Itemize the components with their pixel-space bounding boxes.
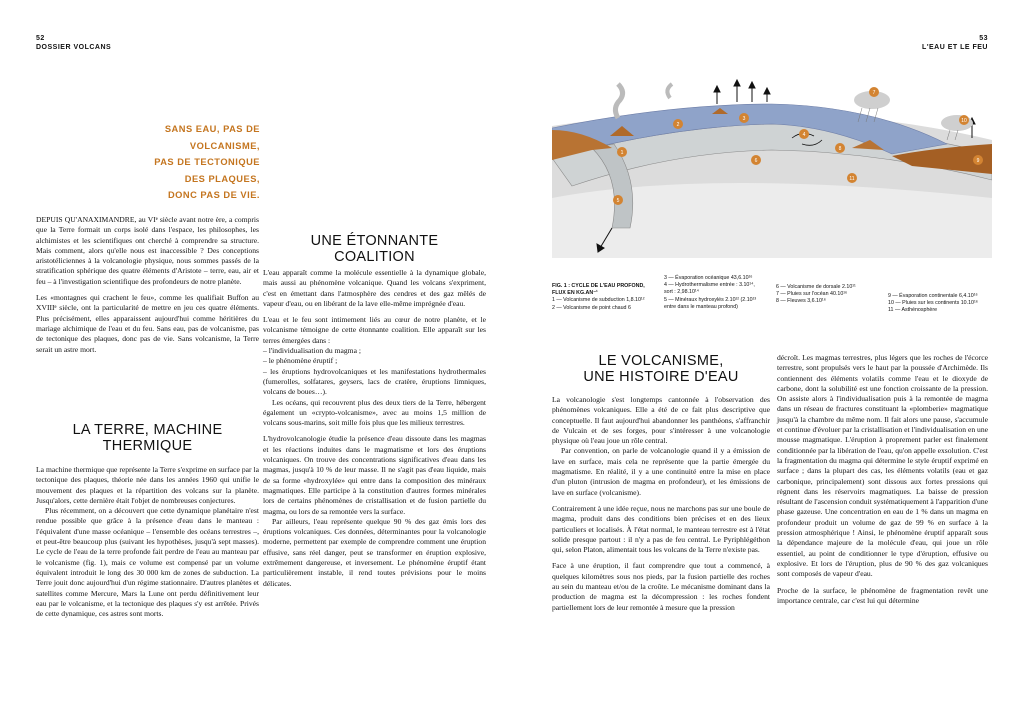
- marker-label: 7: [872, 90, 876, 96]
- legend-item: 11 — Asthénosphère: [888, 307, 938, 314]
- figure-caption-col-1: [552, 283, 652, 312]
- left-section-title: DOSSIER VOLCANS: [36, 44, 112, 51]
- body-paragraph: Les «montagnes qui crachent le feu», comme les qualifiait Buffon au XVIIIᵉ siècle, ont la particularité de mettre en jeu ces quatre éléments. Plus précisément, elles apparaissent aujourd'hui comme héritières du mariage alchimique de l'eau et du feu. Sans eau, pas de volcanisme, pas de tectonique des plaques, donc pas de vie. Sans volcanisme, la Terre serait un astre mort.: [36, 293, 259, 354]
- left-page-number: 52: [36, 35, 45, 42]
- water-cycle-diagram: [552, 78, 992, 258]
- intro-paragraph: DEPUIS QU'ANAXIMANDRE, au VIᵉ siècle avant notre ère, a compris que la Terre formait un corps isolé dans l'espace, les philosophes, les alchimistes et les scientifiques ont cherché à comprendre sa structure. Mais comment, alors qu'elle nous est inaccessible ? Des conceptions aristotéliciennes à la volcanologie physique, nous sommes passés de la stratification sphérique des quatre éléments d'Aristote – terre, eau, air et feu – à l'investigation scientifique des profondeurs de notre planète.: [36, 215, 259, 286]
- pull-quote: [80, 121, 260, 204]
- heading-line: UNE HISTOIRE D'EAU: [583, 369, 739, 385]
- body-paragraph: La machine thermique que représente la Terre s'exprime en surface par la tectonique des plaques, théorie née dans les années 1960 qui unifie le mouvement des plaques et la répartition des volcans sur la planète. Jusqu'alors, cette dernière était l'objet de nombreuses conjectures.: [36, 465, 259, 505]
- legend-item: 9 — Évaporation continentale 6,4.10¹⁶: [888, 293, 978, 299]
- body-paragraph: Plus récemment, on a découvert que cette dynamique planétaire n'est rendue possible que grâce à la présence d'eau dans le manteau : l'équivalent d'une masse océanique – l'ensemble des océans terrestres –, et peut-être beaucoup plus (suivant les hypothèses, jusqu'à sept masses). Le cycle de l'eau de la terre profonde fait perdre de l'eau au manteau par le volcanisme (fig. 1), mais ce volume est compensé par un volume équivalent introduit le long des 30 000 km de zones de subduction. La Terre jouit donc aujourd'hui d'un régime stationnaire. D'autres planètes et satellites comme Mercure, Mars la Lune ont perdu définitivement leur eau par le volcanisme, et la tectonique des plaques s'y est arrêtée. Privés de cette dynamique, ces astres sont morts.: [36, 506, 259, 619]
- heading-line: THERMIQUE: [102, 438, 193, 454]
- pull-quote-line: PAS DE TECTONIQUE: [154, 157, 260, 167]
- marker-label: 4: [802, 132, 806, 138]
- body-paragraph: L'eau et le feu sont intimement liés au cœur de notre planète, et le volcanisme témoigne de cette étonnante coalition. Elle apparaît sur les terres émergées dans :: [263, 315, 486, 345]
- figure-caption-col-3: [776, 284, 876, 306]
- legend-item: 2 — Volcanisme de point chaud 6: [552, 304, 631, 311]
- marker-label: 8: [838, 146, 842, 152]
- right-page-header: [880, 34, 988, 52]
- legend-item: 8 — Fleuves 3,6.10¹⁶: [776, 298, 826, 305]
- body-paragraph: Par convention, on parle de volcanologie quand il y a émission de lave en surface, mais cela ne représente que la partie émergée du magmatisme. En réalité, il y a une continuité entre la mise en place d'un pluton (intrusion de magma en profondeur), et les émissions de lave en surface (volcanisme).: [552, 446, 770, 497]
- section-heading-coalition: [263, 233, 486, 265]
- list-item: – l'individualisation du magma ;: [263, 346, 361, 356]
- list-item: – le phénomène éruptif ;: [263, 356, 338, 366]
- pull-quote-line: DONC PAS DE VIE.: [167, 190, 260, 200]
- marker-label: 5: [616, 198, 620, 204]
- body-paragraph: Proche de la surface, le phénomène de fragmentation revêt une importance centrale, car c'est lui qui détermine: [777, 585, 988, 605]
- figure-caption-title: FIG. 1 : CYCLE DE L'EAU PROFOND, FLUX EN KG.AN⁻¹: [552, 283, 645, 297]
- body-paragraph: Face à une éruption, il faut comprendre que tout a commencé, à quelques kilomètres sous nos pieds, par la fusion partielle des roches au sein du manteau et/ou de la croûte. Le mécanisme dominant dans la production de magma est la décompression : les roches fondent partiellement lors de leur remontée à mesure que la pression: [552, 561, 770, 612]
- marker-label: 9: [976, 158, 980, 164]
- heading-line: UNE ÉTONNANTE: [310, 233, 439, 249]
- left-column-2: [263, 268, 486, 589]
- marker-label: 6: [754, 158, 758, 164]
- body-paragraph: L'hydrovolcanologie étudie la présence d'eau dissoute dans les magmas et les réactions induites dans le magmatisme et lors des éruptions volcaniques. On trouve des concentrations significatives d'eau dans les magmas, jusqu'à 10 % de leur masse. Il ne s'agit pas d'eau liquide, mais de sa forme «hydroxylée» qui entre dans la composition des minéraux magmatiques. Elle participe à la constitution d'autres formes minérales lors de certains phénomènes de cristallisation et de fusion partielle du magma, ou lors de sa remontée vers la surface.: [263, 434, 486, 516]
- heading-line: LA TERRE, MACHINE: [72, 422, 223, 438]
- section-heading-machine: [36, 422, 259, 454]
- body-paragraph: Contrairement à une idée reçue, nous ne marchons pas sur une boule de magma, produit dans des conditions bien précises et en des lieux particuliers et localisés. À l'état normal, le manteau terrestre est à l'état solide presque partout : il n'y a pas de feu central. Le Pyriphlégéthon qui, selon Platon, alimentait tous les volcans de la Terre n'existe pas.: [552, 503, 770, 555]
- figure-caption-col-2: [664, 275, 760, 311]
- right-column-2: [777, 353, 988, 606]
- marker-label: 10: [961, 118, 967, 124]
- marker-label: 2: [676, 122, 680, 128]
- pull-quote-line: DES PLAQUES,: [184, 173, 260, 184]
- heading-line: LE VOLCANISME,: [598, 353, 724, 369]
- legend-item: 5 — Minéraux hydroxylés 2.10¹² (2.10¹³ entre dans le manteau profond): [664, 296, 757, 310]
- left-page-header: [36, 34, 111, 52]
- heading-line: COALITION: [334, 249, 415, 265]
- left-column-1: [36, 215, 259, 355]
- legend-item: 4 — Hydrothermalisme entrée : 3.10¹⁴, sort : 2,98.10¹⁴: [664, 282, 755, 296]
- marker-label: 11: [849, 176, 855, 182]
- pull-quote-line: VOLCANISME,: [189, 140, 260, 151]
- pull-quote-line: SANS EAU, PAS DE: [164, 124, 260, 134]
- legend-item: 10 — Pluies sur les continents 10.10¹⁶: [888, 300, 978, 307]
- figure-caption-col-4: [888, 293, 988, 315]
- marker-label: 1: [620, 150, 624, 156]
- body-paragraph: Par ailleurs, l'eau représente quelque 90 % des gaz émis lors des éruptions volcaniques. Ces données, déterminantes pour la volcanologie moderne, permettent par exemple de comprendre comment une éruption effusive, sans réel danger, peut se transformer en éruption explosive, extrêmement dangereuse, et inversement. Le phénomène éruptif étant particulièrement instable, il rend toutes prévisions pour le moins délicates.: [263, 516, 486, 588]
- left-column-1-body: [36, 465, 259, 619]
- body-paragraph: décroît. Les magmas terrestres, plus légers que les roches de l'écorce terrestre, sont propulsés vers le haut par la poussée d'Archimède. Ils contiennent des éléments volatils comme l'eau et le dioxyde de carbone, dont la solubilité est une fonction croissante de la pression. On assiste alors à l'individualisation puis à la remontée de magma dans un réseau de fractures constituant la «plomberie» magmatique jusqu'à la chambre du même nom. Il fait alors une pause, s'accumule et continue d'évoluer par la cristallisation et l'individualisation en une mousse magmatique. L'éruption à proprement parler est finalement conditionnée par la libération de l'eau, qu'on appelle exsolution. C'est la fragmentation du magma qui détermine le style éruptif exprimé en surface ; dans la plupart des cas, les éléments volatils (eau et gaz carbonique, principalement) sont dissous aux fortes pressions qui règnent dans les réservoirs magmatiques. La baisse de pression résultant de l'ascension conduit systématiquement à l'apparition d'une phase gazeuse. Une concentration en eau de 1 % dans un magma en profondeur produit un volume de gaz de 99 % en surface à la pression atmosphérique ! Ainsi, le phénomène éruptif apparaît sous la dépendance majeure de la molécule d'eau, qui joue un rôle essentiel, au point de conditionner le type d'éruption, effusive ou explosive. Et lors de l'éruption, plus de 90 % des gaz volcaniques sont composés de vapeur d'eau.: [777, 353, 988, 579]
- list-item: – les éruptions hydrovolcaniques et les manifestations hydrothermales (fumerolles, solfatares, geysers, lacs de cratère, éruptions limniques, volcans de boues…).: [263, 366, 486, 397]
- body-paragraph: Les océans, qui recouvrent plus des deux tiers de la Terre, hébergent également un «crypto-volcanisme», avec au moins 1,5 million de volcans sous-marins, soit mille fois plus que les milieux terrestres.: [263, 397, 486, 428]
- legend-item: 1 — Volcanisme de subduction 1,8.10¹²: [552, 297, 645, 304]
- right-page-number: 53: [979, 35, 988, 42]
- right-column-1: [552, 395, 770, 613]
- section-heading-histoire: [552, 353, 770, 385]
- right-section-title: L'EAU ET LE FEU: [922, 44, 988, 51]
- body-paragraph: L'eau apparaît comme la molécule essentielle à la dynamique globale, mais aussi au phénomène volcanique. Quand les volcans s'expriment, c'est en émettant dans l'atmosphère des cendres et des gaz mêlés de vapeur d'eau, ou en libérant de la lave elle-même imprégnée d'eau.: [263, 268, 486, 308]
- marker-label: 3: [742, 116, 746, 122]
- body-paragraph: La volcanologie s'est longtemps cantonnée à l'observation des phénomènes volcaniques. Elle a été de ce fait plus descriptive que conceptuelle. Il faut aujourd'hui abandonner les panthéons, s'affranchir de Vulcain et de ses forges, pour s'intéresser à une volcanologie physique où l'eau joue un rôle central.: [552, 395, 770, 446]
- legend-item: 6 — Volcanisme de dorsale 2.10¹¹: [776, 284, 856, 290]
- legend-item: 3 — Évaporation océanique 43,6.10¹⁶: [664, 275, 753, 281]
- legend-item: 7 — Pluies sur l'océan 40.10¹⁶: [776, 291, 848, 298]
